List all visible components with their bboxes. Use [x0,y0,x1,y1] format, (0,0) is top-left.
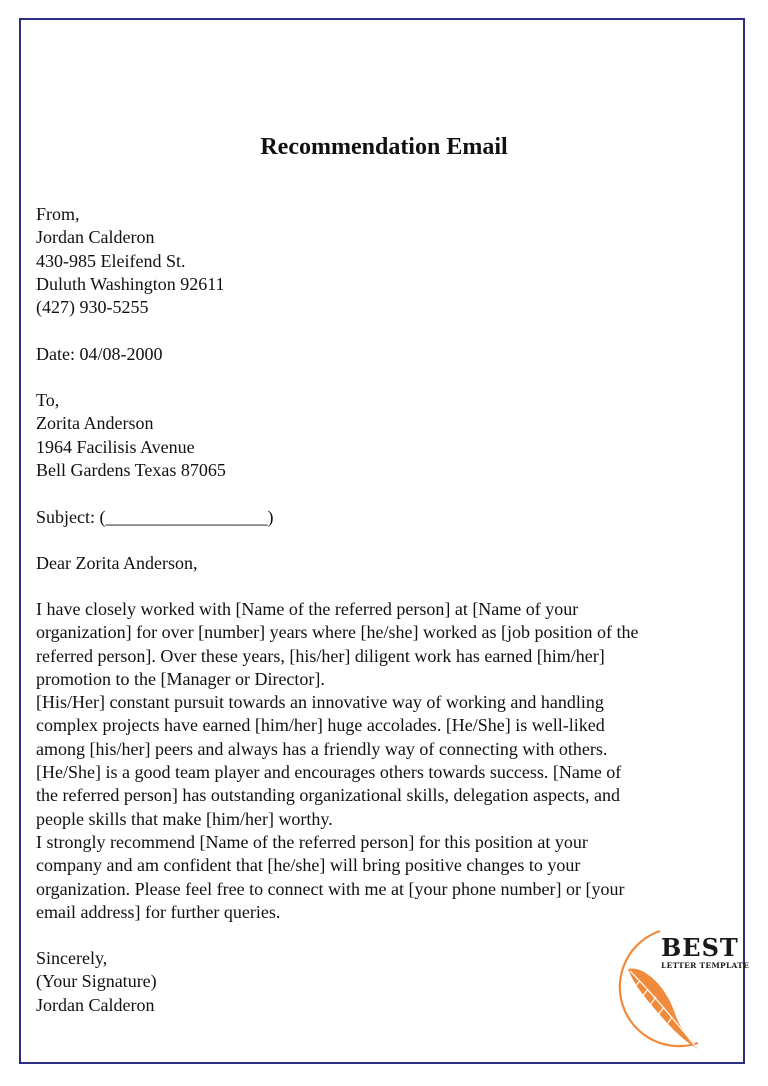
recipient-line: Zorita Anderson [36,413,154,434]
date-text: Date: 04/08-2000 [36,344,163,364]
closing-line: Jordan Calderon [36,994,155,1015]
recipient-line: Bell Gardens Texas 87065 [36,459,226,480]
sender-block [36,203,736,319]
body-line: complex projects have earned [him/her] huge accolades. [He/She] is well-liked [36,715,605,736]
body-line: among [his/her] peers and always has a friendly way of connecting with others. [36,738,608,759]
salutation-line [36,552,736,575]
body-line: the referred person] has outstanding organizational skills, delegation aspects, and [36,785,620,806]
logo-subtitle-text: LETTER TEMPLATE [661,961,750,970]
recipient-line: 1964 Facilisis Avenue [36,436,195,457]
logo-best-text: BEST [661,933,739,962]
sender-line: (427) 930-5255 [36,297,149,318]
body-line: organization] for over [number] years where [he/she] worked as [job position of the [36,622,639,643]
sender-line: Duluth Washington 92611 [36,273,225,294]
body-line: people skills that make [him/her] worthy. [36,808,333,829]
sender-line: Jordan Calderon [36,227,155,248]
subject-line [36,506,736,529]
body-line: promotion to the [Manager or Director]. [36,668,325,689]
body-line: referred person]. Over these years, [his/her] diligent work has earned [him/her] [36,645,605,666]
body-line: organization. Please feel free to connect with me at [your phone number] or [your [36,878,625,899]
body-line: email address] for further queries. [36,901,281,922]
document-title: Recommendation Email [260,134,508,160]
date-line [36,343,736,366]
body-line: I strongly recommend [Name of the referred person] for this position at your [36,831,588,852]
sender-line: From, [36,204,80,224]
sender-line: 430-985 Eleifend St. [36,250,186,271]
body-line: [His/Her] constant pursuit towards an innovative way of working and handling [36,692,604,713]
recipient-line: To, [36,390,60,410]
closing-line: (Your Signature) [36,971,157,992]
body-line: I have closely worked with [Name of the referred person] at [Name of your [36,599,579,619]
closing-line: Sincerely, [36,948,108,968]
body-line: [He/She] is a good team player and encourages others towards success. [Name of [36,762,622,783]
best-letter-template-logo [600,925,750,1055]
body-line: company and am confident that [he/she] will bring positive changes to your [36,855,581,876]
subject-text: Subject: (__________________) [36,507,274,527]
salutation-text: Dear Zorita Anderson, [36,553,198,573]
letter-body [36,598,736,924]
recipient-block [36,389,736,482]
